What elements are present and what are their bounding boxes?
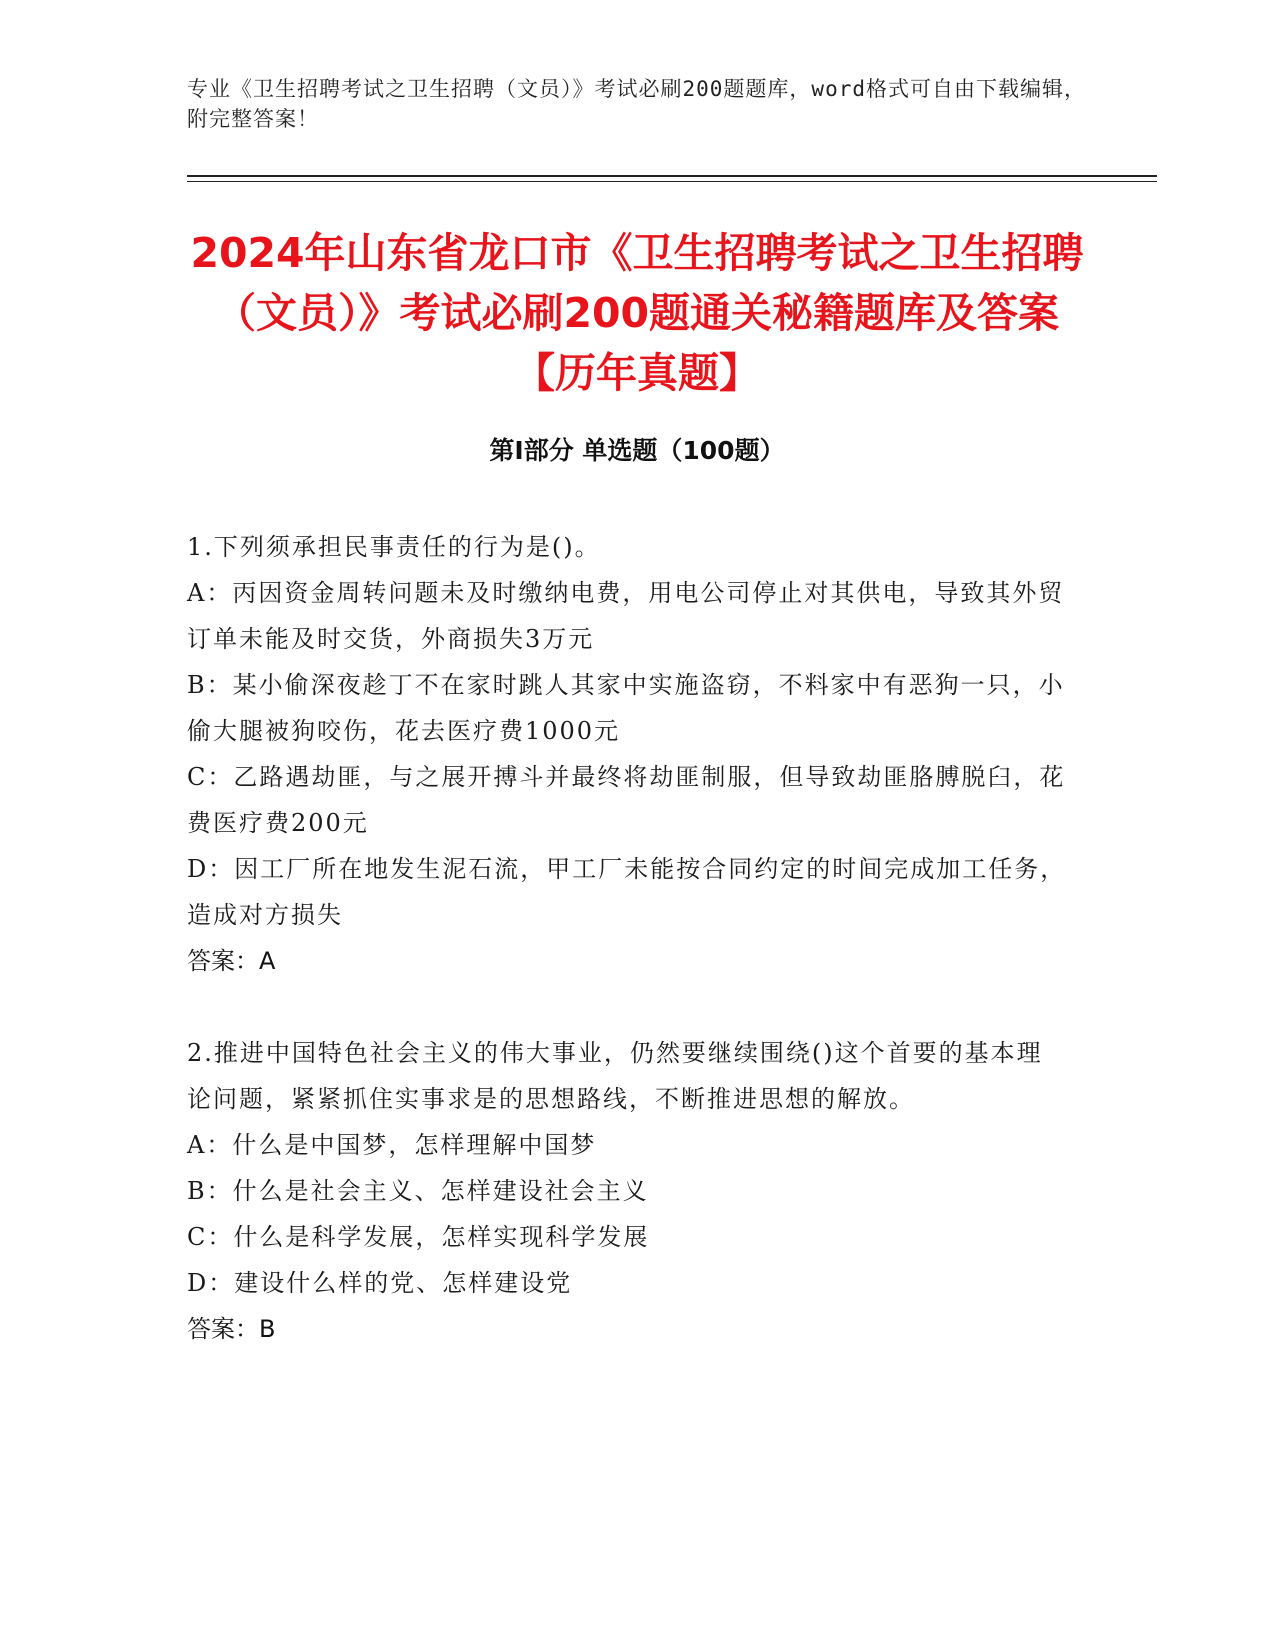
- question-option: A：什么是中国梦，怎样理解中国梦: [187, 1131, 597, 1159]
- header-divider-thick: [187, 175, 1157, 177]
- question-item: [187, 524, 1067, 984]
- question-option: A：丙因资金周转问题未及时缴纳电费，用电公司停止对其供电，导致其外贸订单未能及时交货，外商损失3万元: [187, 579, 1065, 653]
- question-spacer: [187, 984, 1067, 1030]
- question-option: B：某小偷深夜趁丁不在家时跳人其家中实施盗窃，不料家中有恶狗一只，小偷大腿被狗咬伤，花去医疗费1000元: [187, 671, 1065, 745]
- question-option: B：什么是社会主义、怎样建设社会主义: [187, 1177, 649, 1205]
- section-title: 第I部分 单选题（100题）: [489, 436, 785, 465]
- question-option: C：什么是科学发展，怎样实现科学发展: [187, 1223, 650, 1251]
- header-divider-thin: [187, 181, 1157, 182]
- question-answer: 答案：B: [187, 1315, 276, 1343]
- question-item: [187, 1030, 1067, 1352]
- question-option: D：因工厂所在地发生泥石流，甲工厂未能按合同约定的时间完成加工任务，造成对方损失: [187, 855, 1067, 929]
- question-option: D：建设什么样的党、怎样建设党: [187, 1269, 573, 1297]
- question-list: [187, 524, 1067, 1352]
- question-stem: 1.下列须承担民事责任的行为是()。: [187, 533, 601, 561]
- header-note: 专业《卫生招聘考试之卫生招聘（文员）》考试必刷200题题库，word格式可自由下载编辑，附完整答案！: [187, 77, 1086, 131]
- question-option: C：乙路遇劫匪，与之展开搏斗并最终将劫匪制服，但导致劫匪胳膊脱臼，花费医疗费200元: [187, 763, 1066, 837]
- question-answer: 答案：A: [187, 947, 276, 975]
- document-title: 2024年山东省龙口市《卫生招聘考试之卫生招聘（文员）》考试必刷200题通关秘籍题库及答案【历年真题】: [190, 229, 1084, 397]
- question-stem: 2.推进中国特色社会主义的伟大事业，仍然要继续围绕()这个首要的基本理论问题，紧紧抓住实事求是的思想路线，不断推进思想的解放。: [187, 1039, 1043, 1113]
